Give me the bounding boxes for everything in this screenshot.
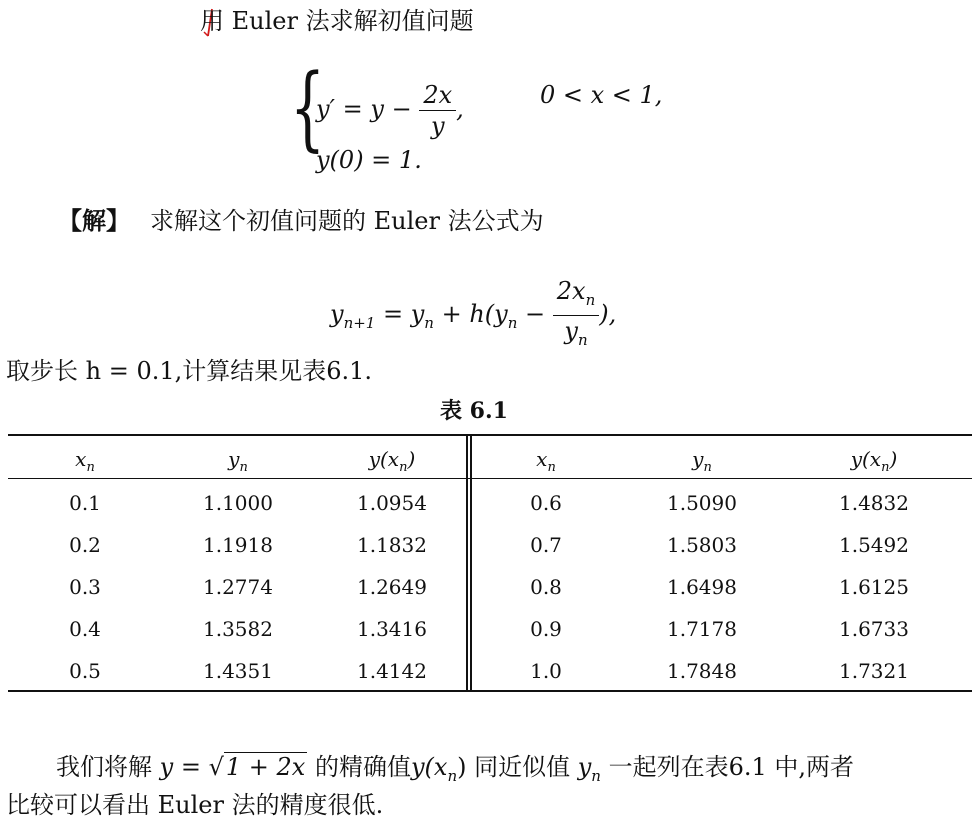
conclusion-yx-sub: n bbox=[447, 767, 458, 785]
formula-fraction bbox=[553, 276, 599, 355]
conclusion-yn-sub: n bbox=[591, 767, 601, 785]
table-cell: 0.3 bbox=[69, 575, 101, 599]
conclusion-text-b: 的精确值 bbox=[307, 753, 411, 781]
header-sub: n bbox=[547, 460, 556, 475]
ode-domain: 0 < x < 1, bbox=[540, 81, 663, 109]
ode-comma: , bbox=[456, 95, 464, 123]
conclusion-text-a: 我们将解 bbox=[56, 753, 160, 781]
table-cell: 1.7321 bbox=[839, 659, 909, 683]
table-header-5 bbox=[804, 446, 944, 481]
table-bottom-rule bbox=[8, 690, 972, 692]
formula-den-sub: n bbox=[577, 331, 588, 349]
table-cell: 1.6733 bbox=[839, 617, 909, 641]
ode-frac-numerator: 2x bbox=[419, 80, 456, 111]
table-caption: 表 6.1 bbox=[440, 398, 508, 424]
formula-den-y: y bbox=[564, 317, 578, 345]
table-cell: 0.9 bbox=[530, 617, 562, 641]
formula-lhs-y: y bbox=[330, 300, 344, 328]
table-cell: 0.6 bbox=[530, 491, 562, 515]
problem-intro: 用 Euler 法求解初值问题 bbox=[200, 7, 474, 35]
table-cell: 1.5492 bbox=[839, 533, 909, 557]
table-cell: 1.4142 bbox=[357, 659, 427, 683]
formula-minus: − bbox=[517, 300, 553, 328]
header-sub: n bbox=[399, 460, 408, 475]
header-var: y bbox=[228, 447, 240, 471]
conclusion-yn: y bbox=[577, 753, 592, 781]
header-sub: n bbox=[881, 460, 890, 475]
table-cell: 1.5803 bbox=[667, 533, 737, 557]
table-cell: 0.5 bbox=[69, 659, 101, 683]
table-cell: 1.1918 bbox=[203, 533, 273, 557]
table-cell: 1.3416 bbox=[357, 617, 427, 641]
table-cell: 0.4 bbox=[69, 617, 101, 641]
formula-num-sub: n bbox=[585, 291, 596, 309]
table-cell: 1.7848 bbox=[667, 659, 737, 683]
table-cell: 1.0 bbox=[530, 659, 562, 683]
sqrt-symbol: √ bbox=[208, 753, 224, 781]
table-cell: 1.7178 bbox=[667, 617, 737, 641]
sqrt-radicand: 1 + 2x bbox=[225, 753, 306, 781]
table-cell: 0.8 bbox=[530, 575, 562, 599]
formula-yn2-sub: n bbox=[507, 314, 518, 332]
formula-num-x: 2x bbox=[556, 277, 586, 305]
header-var: y(x bbox=[368, 447, 400, 471]
formula-yn2: y bbox=[494, 300, 508, 328]
conclusion-line1 bbox=[56, 752, 854, 791]
table-divider-left bbox=[466, 434, 468, 692]
header-close: ) bbox=[889, 447, 898, 471]
table-cell: 1.4832 bbox=[839, 491, 909, 515]
formula-yn: y bbox=[410, 300, 425, 328]
table-cell: 1.5090 bbox=[667, 491, 737, 515]
table-cell: 1.1000 bbox=[203, 491, 273, 515]
table-cell: 1.4351 bbox=[203, 659, 273, 683]
header-sub: n bbox=[703, 460, 712, 475]
table-divider-right bbox=[470, 434, 472, 692]
header-var: y bbox=[692, 447, 704, 471]
header-sub: n bbox=[239, 460, 248, 475]
ode-fraction bbox=[419, 80, 456, 141]
conclusion-text-c: ) 同近似值 bbox=[457, 753, 578, 781]
left-brace: { bbox=[290, 54, 326, 161]
conclusion-line2: 比较可以看出 Euler 法的精度很低. bbox=[6, 791, 384, 819]
header-var: x bbox=[75, 447, 87, 471]
conclusion-yx: y(x bbox=[410, 753, 448, 781]
table-cell: 1.0954 bbox=[357, 491, 427, 515]
header-var: y(x bbox=[850, 447, 882, 471]
formula-equals: = bbox=[375, 300, 411, 328]
table-header-1 bbox=[168, 446, 308, 481]
formula-plus-h: + h( bbox=[433, 300, 495, 328]
conclusion-eq: y = bbox=[159, 753, 209, 781]
solution-text: 求解这个初值问题的 Euler 法公式为 bbox=[150, 207, 544, 235]
table-header-3 bbox=[476, 446, 616, 481]
ode-lhs: y′ = y − bbox=[316, 95, 412, 123]
header-var: x bbox=[536, 447, 548, 471]
ode-equation bbox=[316, 80, 464, 141]
table-header-4 bbox=[632, 446, 772, 481]
header-sub: n bbox=[86, 460, 95, 475]
solution-label: 【解】 bbox=[58, 206, 130, 235]
formula-frac-num bbox=[553, 276, 599, 316]
table-cell: 1.3582 bbox=[203, 617, 273, 641]
table-cell: 1.1832 bbox=[357, 533, 427, 557]
formula-yn-sub: n bbox=[424, 314, 434, 332]
table-cell: 0.2 bbox=[69, 533, 101, 557]
formula-frac-den bbox=[553, 316, 599, 355]
table-top-rule bbox=[8, 434, 972, 436]
table-cell: 1.6125 bbox=[839, 575, 909, 599]
header-close: ) bbox=[407, 447, 416, 471]
step-size-text: 取步长 h = 0.1,计算结果见表6.1. bbox=[6, 357, 373, 385]
formula-lhs-sub: n+1 bbox=[343, 314, 376, 332]
initial-condition: y(0) = 1. bbox=[316, 146, 422, 174]
formula-close: ), bbox=[599, 300, 617, 328]
ode-frac-denominator: y bbox=[430, 112, 445, 140]
table-cell: 1.6498 bbox=[667, 575, 737, 599]
table-cell: 1.2774 bbox=[203, 575, 273, 599]
table-cell: 0.7 bbox=[530, 533, 562, 557]
table-cell: 0.1 bbox=[69, 491, 101, 515]
table-header-2 bbox=[322, 446, 462, 481]
euler-formula bbox=[330, 276, 616, 355]
conclusion-text-d: 一起列在表6.1 中,两者 bbox=[600, 753, 855, 781]
table-cell: 1.2649 bbox=[357, 575, 427, 599]
table-header-0 bbox=[15, 446, 155, 481]
